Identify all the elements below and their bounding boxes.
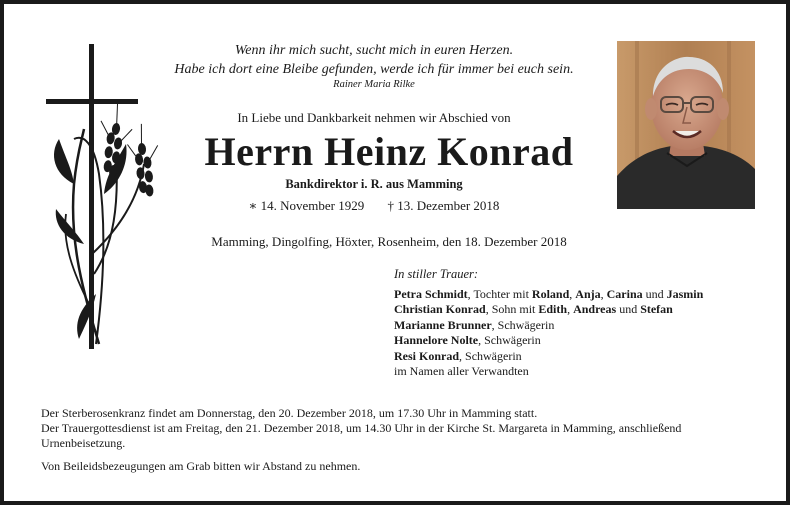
poem-line-1: Wenn ihr mich sucht, sucht mich in euren Herzen. <box>234 43 514 58</box>
mourner-name: Hannelore Nolte <box>394 333 479 348</box>
mourner-relation: , Tochter mit <box>467 287 532 301</box>
poem-line-2: Habe ich dort eine Bleibe gefunden, werde ich für immer bei euch sein. <box>174 62 574 77</box>
condolence-request: Von Beileidsbezeugungen am Grab bitten wir Abstand zu nehmen. <box>41 459 361 473</box>
mourner-row <box>394 333 703 348</box>
mourner-relation: , Sohn mit <box>485 302 539 317</box>
mourner-relation: , <box>567 302 574 317</box>
mourners-list <box>394 287 703 379</box>
mourner-name: Resi Konrad <box>394 348 460 363</box>
farewell-intro: In Liebe und Dankbarkeit nehmen wir Abschied von <box>237 110 511 125</box>
poem-author: Rainer Maria Rilke <box>333 79 415 90</box>
places-and-date: Mamming, Dingolfing, Höxter, Rosenheim, den 18. Dezember 2018 <box>211 234 567 249</box>
mourner-relation: und <box>642 287 667 301</box>
service-notices <box>41 406 766 474</box>
mourner-row <box>394 349 703 364</box>
rosary-notice: Der Sterberosenkranz findet am Donnerstag, den 20. Dezember 2018, um 17.30 Uhr in Mamming statt. <box>41 406 538 420</box>
poem <box>174 41 574 79</box>
mourner-relation: , <box>600 287 607 301</box>
mourner-name: Stefan <box>640 302 673 317</box>
mourner-row <box>394 318 703 333</box>
mourner-row <box>394 287 703 302</box>
mourner-name: Marianne Brunner <box>394 317 492 332</box>
mourner-name: Christian Konrad <box>394 302 486 317</box>
mourner-relation: , Schwägerin <box>491 317 555 332</box>
deceased-name: Herrn Heinz Konrad <box>204 129 574 174</box>
deceased-title: Bankdirektor i. R. aus Mamming <box>285 177 463 191</box>
mourner-relation: , Schwägerin <box>459 348 522 363</box>
funeral-service-notice: Der Trauergottesdienst ist am Freitag, den 21. Dezember 2018, um 14.30 Uhr in der Kirche St. Margareta in Mamming, anschließend Urnenbeisetzung. <box>41 421 682 450</box>
mourner-relation: und <box>616 302 641 317</box>
mourner-name: Carina <box>606 287 643 301</box>
mourner-row <box>394 302 703 317</box>
mourner-name: Anja <box>575 287 601 301</box>
mourner-name: Andreas <box>573 302 617 317</box>
mourner-row <box>394 364 703 379</box>
mourner-name: Edith <box>538 302 568 317</box>
mourner-name: Roland <box>531 287 570 301</box>
portrait-photo <box>617 41 755 209</box>
cross-with-wheat-icon <box>44 44 164 354</box>
mourner-name: Jasmin <box>666 287 704 301</box>
mourner-name: Petra Schmidt <box>394 287 468 301</box>
life-dates <box>174 198 574 214</box>
mourner-relation: , Schwägerin <box>478 333 541 348</box>
mourner-relation: , <box>569 287 576 301</box>
mourner-relation: im Namen aller Verwandten <box>394 364 529 379</box>
death-date: † 13. Dezember 2018 <box>387 198 500 213</box>
mourning-heading: In stiller Trauer: <box>394 267 479 281</box>
birth-date: ∗ 14. November 1929 <box>248 198 365 213</box>
